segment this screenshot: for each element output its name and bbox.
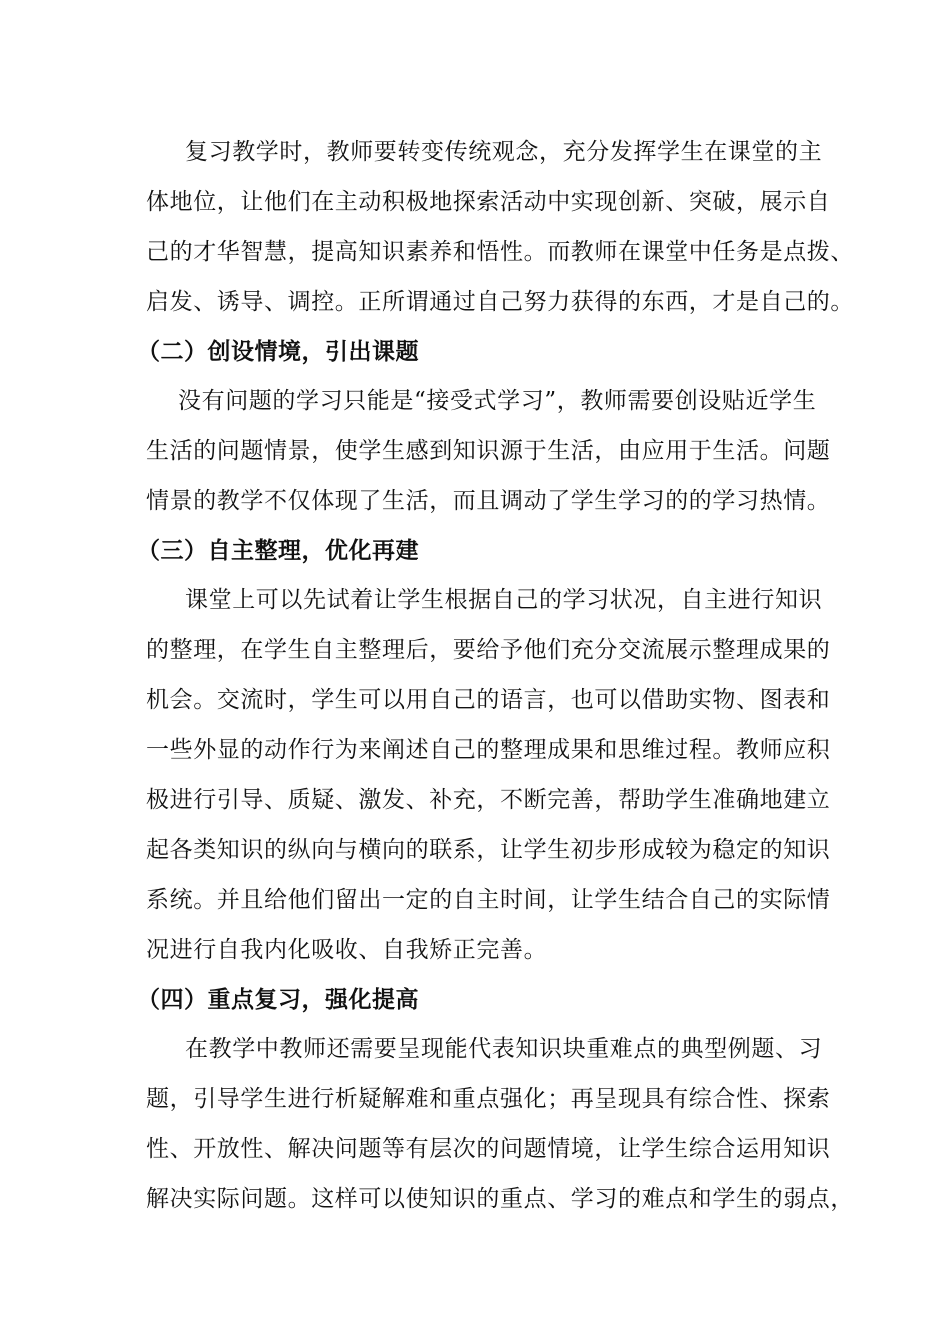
paragraph-3-line-7: 系统。并且给他们留出一定的自主时间，让学生结合自己的实际情 — [146, 887, 831, 913]
paragraph-3-line-8: 况进行自我内化吸收、自我矫正完善。 — [146, 937, 548, 963]
section-heading-3: （三）自主整理，优化再建 — [137, 537, 419, 564]
paragraph-2-line-1: 没有问题的学习只能是“接受式学习”，教师需要创设贴近学生 — [178, 388, 817, 414]
paragraph-1-line-3: 己的才华智慧，提高知识素养和悟性。而教师在课堂中任务是点拨、 — [146, 239, 854, 265]
paragraph-3-line-3: 机会。交流时，学生可以用自己的语言，也可以借助实物、图表和 — [146, 687, 831, 713]
paragraph-1-line-4: 启发、诱导、调控。正所谓通过自己努力获得的东西，才是自己的。 — [146, 289, 854, 315]
paragraph-4-line-4: 解决实际问题。这样可以使知识的重点、学习的难点和学生的弱点， — [146, 1186, 854, 1212]
paragraph-3-line-1: 课堂上可以先试着让学生根据自己的学习状况，自主进行知识 — [185, 587, 823, 613]
paragraph-1-line-1: 复习教学时，教师要转变传统观念，充分发挥学生在课堂的主 — [185, 139, 823, 165]
section-heading-2: （二）创设情境，引出课题 — [137, 338, 419, 365]
paragraph-4-line-1: 在教学中教师还需要呈现能代表知识块重难点的典型例题、习 — [185, 1036, 823, 1062]
paragraph-2-line-2: 生活的问题情景，使学生感到知识源于生活，由应用于生活。问题 — [146, 438, 831, 464]
paragraph-4-line-3: 性、开放性、解决问题等有层次的问题情境，让学生综合运用知识 — [146, 1136, 831, 1162]
paragraph-3-line-6: 起各类知识的纵向与横向的联系，让学生初步形成较为稳定的知识 — [146, 837, 831, 863]
paragraph-3-line-4: 一些外显的动作行为来阐述自己的整理成果和思维过程。教师应积 — [146, 737, 831, 763]
section-heading-4: （四）重点复习，强化提高 — [137, 986, 419, 1013]
paragraph-2-line-3: 情景的教学不仅体现了生活，而且调动了学生学习的的学习热情。 — [146, 488, 831, 514]
paragraph-3-line-2: 的整理，在学生自主整理后，要给予他们充分交流展示整理成果的 — [146, 637, 831, 663]
paragraph-1-line-2: 体地位，让他们在主动积极地探索活动中实现创新、突破，展示自 — [146, 189, 831, 215]
paragraph-3-line-5: 极进行引导、质疑、激发、补充，不断完善，帮助学生准确地建立 — [146, 787, 831, 813]
paragraph-4-line-2: 题，引导学生进行析疑解难和重点强化；再呈现具有综合性、探索 — [146, 1086, 831, 1112]
